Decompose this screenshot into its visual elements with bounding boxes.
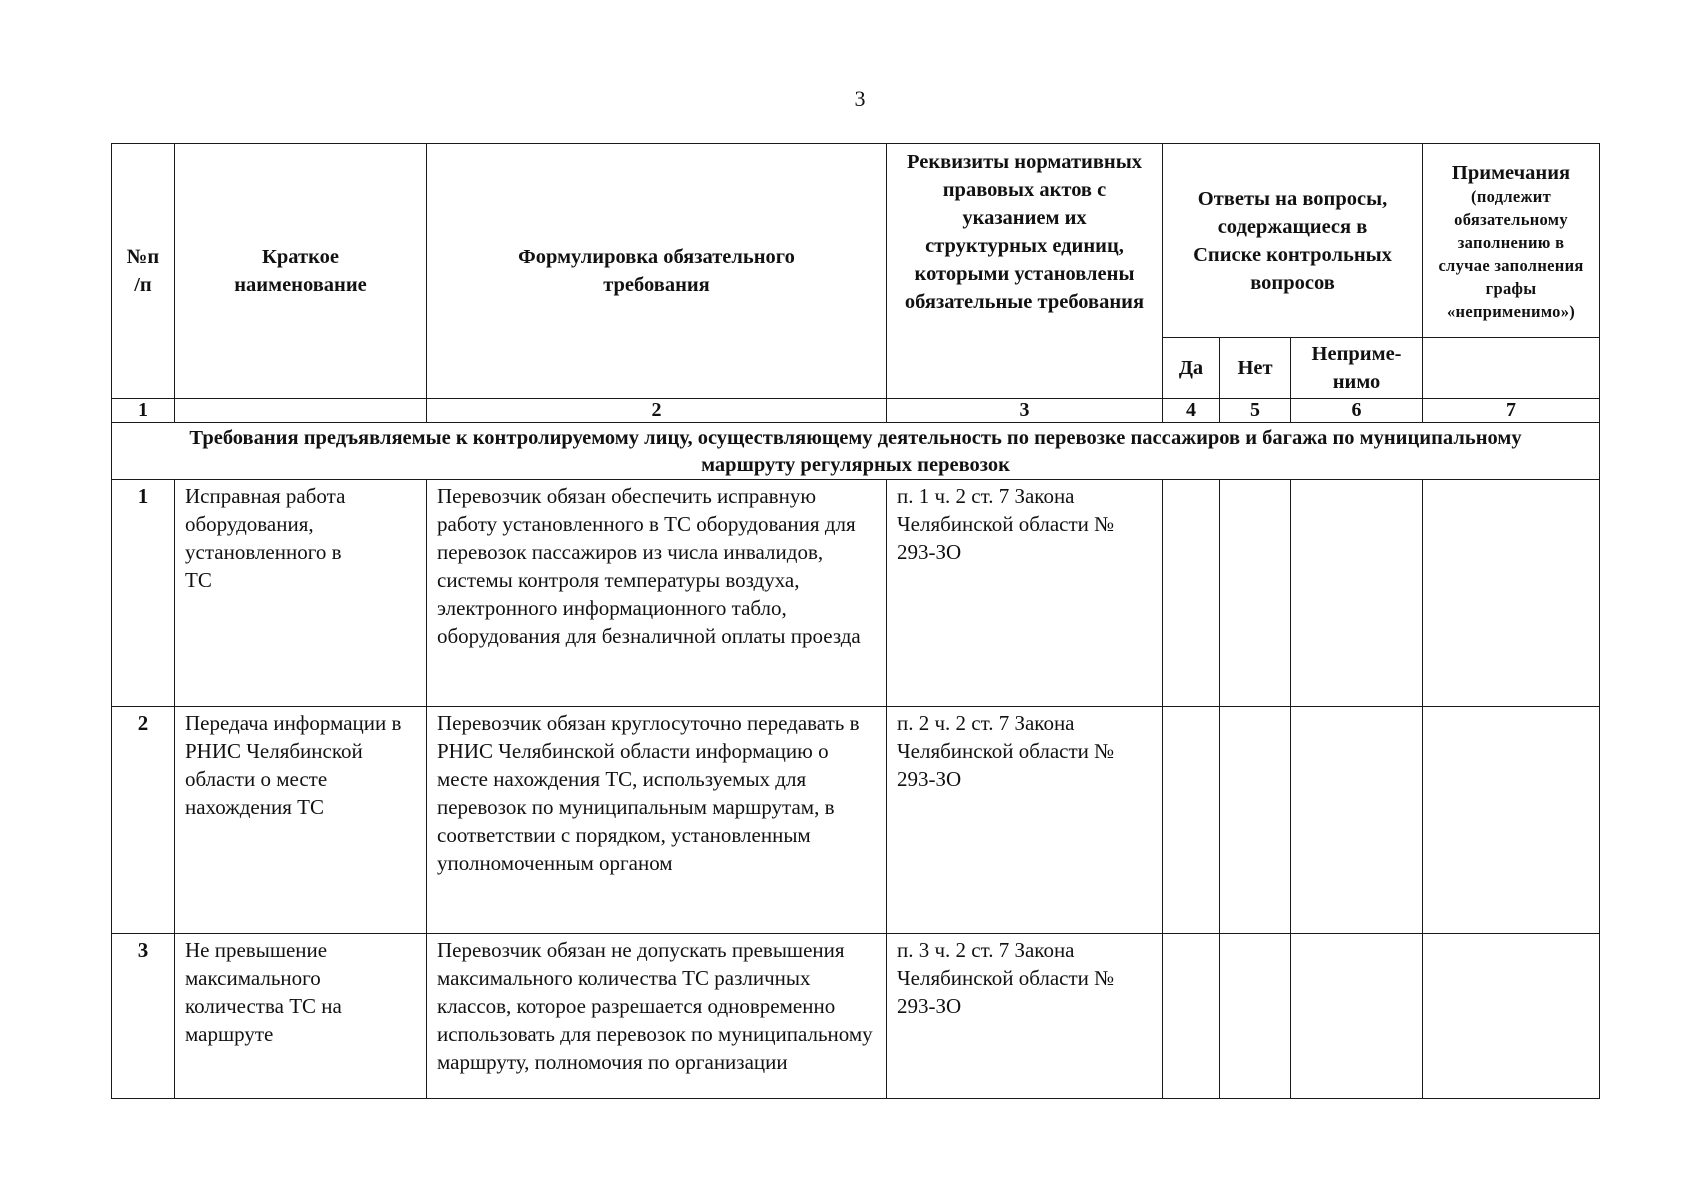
section-title: [112, 423, 1600, 480]
answer-na-cell[interactable]: [1291, 480, 1423, 707]
column-number: 5: [1220, 399, 1291, 423]
table-row: [112, 934, 1600, 1099]
row-legal-ref-text: п. 1 ч. 2 ст. 7 Закона Челябинской области № 293-ЗО: [897, 484, 1115, 564]
header-row: [112, 144, 1600, 338]
column-number: 2: [427, 399, 887, 423]
table-row: [112, 707, 1600, 934]
notes-cell[interactable]: [1423, 707, 1600, 934]
header-yes: Да: [1163, 338, 1220, 399]
header-notes: [1423, 144, 1600, 338]
column-number: 4: [1163, 399, 1220, 423]
header-answers: [1163, 144, 1423, 338]
row-short-name: [175, 480, 427, 707]
row-legal-ref: [887, 934, 1163, 1099]
column-number: 7: [1423, 399, 1600, 423]
header-na-text: Неприме-нимо: [1311, 343, 1402, 393]
row-legal-ref-text: п. 2 ч. 2 ст. 7 Закона Челябинской области № 293-ЗО: [897, 711, 1115, 791]
column-number: 3: [887, 399, 1163, 423]
notes-cell[interactable]: [1423, 480, 1600, 707]
row-requirement: Перевозчик обязан обеспечить исправную работу установленного в ТС оборудования для перевозок пассажиров из числа инвалидов, системы контроля температуры воздуха, электронного информационного табло, оборудования для безналичной оплаты проезда: [427, 480, 887, 707]
notes-cell[interactable]: [1423, 934, 1600, 1099]
answer-na-cell[interactable]: [1291, 707, 1423, 934]
answer-yes-cell[interactable]: [1163, 480, 1220, 707]
page-number: 3: [854, 86, 866, 111]
answer-yes-cell[interactable]: [1163, 707, 1220, 934]
answer-yes-cell[interactable]: [1163, 934, 1220, 1099]
row-short-name-text: Исправная работа оборудования, установленного в ТС: [185, 484, 346, 592]
header-na: [1291, 338, 1423, 399]
row-legal-ref: [887, 707, 1163, 934]
header-num: [112, 144, 175, 399]
section-row: [112, 423, 1600, 480]
answer-no-cell[interactable]: [1220, 480, 1291, 707]
header-notes-empty: [1423, 338, 1600, 399]
row-number: 3: [112, 934, 175, 1099]
column-number: [175, 399, 427, 423]
header-legal-refs: [887, 144, 1163, 399]
row-short-name: [175, 934, 427, 1099]
column-number: 1: [112, 399, 175, 423]
row-legal-ref-text: п. 3 ч. 2 ст. 7 Закона Челябинской области № 293-ЗО: [897, 938, 1115, 1018]
header-short-name: [175, 144, 427, 399]
section-title-text: Требования предъявляемые к контролируемому лицу, осуществляющему деятельность по перевозке пассажиров и багажа по муниципальному маршруту регулярных перевозок: [189, 427, 1522, 476]
table-row: [112, 480, 1600, 707]
header-num-text: №п /п: [126, 246, 160, 296]
row-legal-ref: [887, 480, 1163, 707]
header-notes-title: Примечания: [1451, 161, 1571, 184]
row-short-name-text: Не превышение максимального количества ТС на маршруте: [185, 938, 342, 1046]
row-requirement-text: Перевозчик обязан круглосуточно передавать в РНИС Челябинской области информацию о месте нахождения ТС, используемых для перевозок по муниципальным маршрутам, в соответствии с порядком, установленным уполномоченным органом: [437, 711, 860, 875]
header-notes-text: (подлежит обязательному заполнению в случае заполнения графы «неприменимо»): [1438, 186, 1584, 321]
checklist-table: [111, 143, 1600, 1099]
row-number: 1: [112, 480, 175, 707]
row-number: 2: [112, 707, 175, 934]
answer-na-cell[interactable]: [1291, 934, 1423, 1099]
header-requirement-text: Формулировка обязательного требования: [518, 246, 795, 296]
column-number: 6: [1291, 399, 1423, 423]
row-requirement: Перевозчик обязан не допускать превышения максимального количества ТС различных классов, которое разрешается одновременно использовать для перевозок по муниципальному маршруту, полномочия по организации: [427, 934, 887, 1099]
header-answers-text: Ответы на вопросы, содержащиеся в Списке контрольных вопросов: [1193, 187, 1392, 294]
row-short-name: Передача информации в РНИС Челябинской области о месте нахождения ТС: [175, 707, 427, 934]
header-no: Нет: [1220, 338, 1291, 399]
answer-no-cell[interactable]: [1220, 707, 1291, 934]
row-requirement: [427, 707, 887, 934]
column-number-row: [112, 399, 1600, 423]
header-short-name-text: Краткое наименование: [234, 246, 367, 296]
header-legal-refs-text: Реквизиты нормативных правовых актов с указанием их структурных единиц, которыми установлены обязательные требования: [904, 151, 1145, 313]
answer-no-cell[interactable]: [1220, 934, 1291, 1099]
header-requirement: [427, 144, 887, 399]
